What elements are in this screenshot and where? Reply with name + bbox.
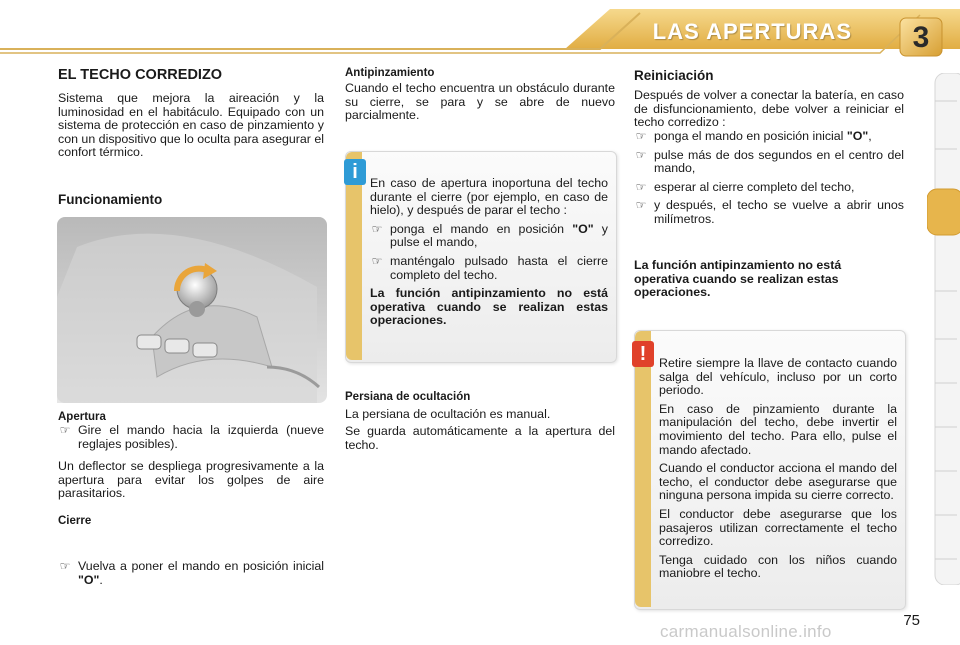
persiana-heading: Persiana de ocultación — [345, 391, 471, 403]
pointing-hand-icon: ☞ — [371, 221, 383, 236]
persiana-paragraph-2: Se guarda automáticamente a la apertura del techo. — [345, 424, 615, 452]
apertura-paragraph: Un deflector se despliega progresivamente a la apertura para evitar los golpes de aire parasitarios. — [58, 459, 324, 501]
reiniciacion-intro: Después de volver a conectar la batería, en caso de disfuncionamiento, debe volver a reiniciar el techo corredizo : — [634, 88, 904, 130]
cierre-heading: Cierre — [58, 515, 92, 527]
info-bullet-1: ☞ ponga el mando en posición "O" y pulse el mando, — [371, 221, 608, 250]
funcionamiento-heading: Funcionamiento — [58, 192, 163, 207]
antipinzamiento-paragraph: Cuando el techo encuentra un obstáculo durante su cierre, se para y se abre de nuevo parcialmente. — [345, 81, 615, 123]
chapter-title: LAS APERTURAS — [652, 19, 852, 44]
reiniciacion-step-4: ☞ y después, el techo se vuelve a abrir unos milímetros. — [635, 198, 904, 226]
pointing-hand-icon: ☞ — [635, 147, 647, 162]
info-box-content: En caso de apertura inoportuna del techo durante el cierre (por ejemplo, en caso de hielo), y después de parar el techo : ☞ ponga el mando en posición "O" y pulse el mando, ☞ manténgalo pulsado hasta el cierre completo del techo. La función antipinzamiento no está operativa cuando se realizan estas operaciones. — [370, 176, 608, 328]
intro-paragraph: Sistema que mejora la aireación y la luminosidad en el habitáculo. Equipado con un sistema de protección en caso de pinzamiento y con un dispositivo que lo oculta para asegurar el confort térmico. — [58, 91, 324, 160]
reiniciacion-step-3: ☞ esperar al cierre completo del techo, — [635, 179, 855, 194]
info-icon: i — [344, 159, 366, 185]
reiniciacion-steps — [634, 125, 904, 227]
apertura-heading: Apertura — [58, 411, 106, 423]
page-number: 75 — [903, 612, 920, 629]
watermark: carmanualsonline.info — [660, 622, 832, 641]
chapter-number: 3 — [912, 21, 930, 54]
pointing-hand-icon: ☞ — [59, 423, 71, 437]
reiniciacion-step-1: ☞ ponga el mando en posición inicial "O", — [635, 129, 872, 143]
reiniciacion-step-2: ☞ pulse más de dos segundos en el centro del mando, — [635, 147, 904, 176]
warning-box-content: Retire siempre la llave de contacto cuando salga del vehículo, incluso por un corto periodo. En caso de pinzamiento durante la manipulación del techo, debe invertir el movimiento del techo. Para ello, pulse el mando afectado. Cuando el conductor acciona el mando del techo, el conductor debe asegurarse que ninguna persona impida su cierre correcto. El conductor debe asegurarse que los pasajeros utilizan correctamente el techo corredizo. Tenga cuidado con los niños cuando maniobre el techo. — [659, 356, 897, 581]
sunroof-control-illustration — [57, 217, 327, 403]
reiniciacion-heading: Reiniciación — [634, 68, 714, 83]
antipinzamiento-heading: Antipinzamiento — [345, 67, 435, 79]
chapter-side-tabs — [927, 73, 960, 585]
reiniciacion-note: La función antipinzamiento no está operativa cuando se realizan estas operaciones. — [634, 258, 842, 300]
persiana-paragraph-1: La persiana de ocultación es manual. — [345, 407, 551, 421]
cierre-bullet: ☞ Vuelva a poner el mando en posición inicial "O". — [59, 559, 324, 587]
info-bullet-2: ☞ manténgalo pulsado hasta el cierre completo del techo. — [371, 253, 608, 282]
pointing-hand-icon: ☞ — [371, 253, 383, 268]
section-title: EL TECHO CORREDIZO — [58, 67, 223, 83]
pointing-hand-icon: ☞ — [635, 179, 647, 194]
pointing-hand-icon: ☞ — [59, 559, 71, 574]
pointing-hand-icon: ☞ — [635, 198, 647, 213]
pointing-hand-icon: ☞ — [635, 129, 647, 143]
apertura-bullet: ☞ Gire el mando hacia la izquierda (nueve reglajes posibles). — [59, 423, 324, 451]
info-note: La función antipinzamiento no está operativa cuando se realizan estas operaciones. — [370, 286, 608, 328]
warning-icon: ! — [632, 341, 654, 367]
